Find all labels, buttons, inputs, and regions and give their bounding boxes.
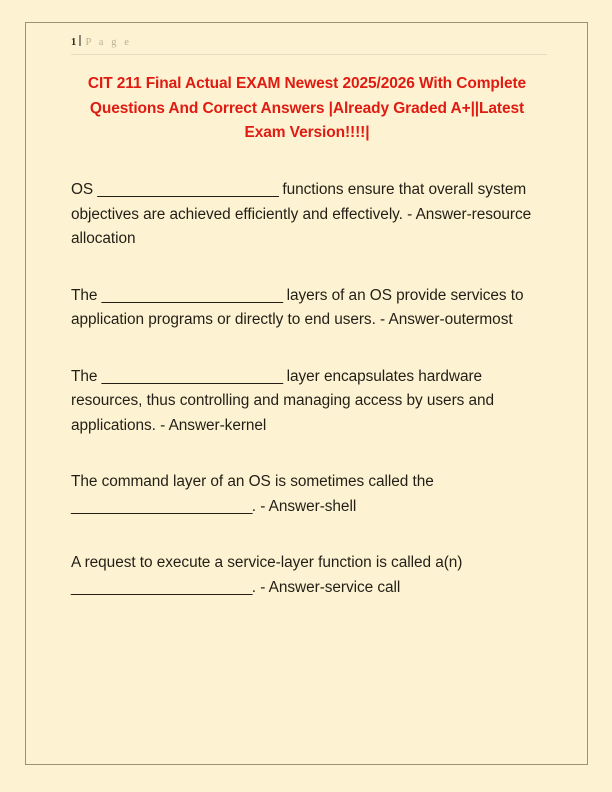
- qa-prompt-before: A request to execute a service-layer function is called a(n): [71, 554, 463, 571]
- header-separator-bar: [79, 35, 81, 46]
- qa-prompt-after: functions ensure that overall system objectives are achieved efficiently and effectively. - Answer-resource allocation: [71, 181, 532, 247]
- qa-item: [71, 178, 551, 252]
- fill-in-blank: _______________________: [101, 367, 283, 385]
- page-border-frame: [25, 22, 588, 765]
- fill-in-blank: _______________________: [71, 578, 252, 596]
- qa-prompt-after: . - Answer-service call: [251, 578, 401, 596]
- page-content: [26, 23, 589, 766]
- header-page-number: 1: [71, 37, 77, 48]
- qa-prompt-before: OS: [71, 181, 98, 198]
- question-answer-list: [71, 178, 551, 600]
- qa-prompt-after: layer encapsulates hardware resources, thus controlling and managing access by users and applications. - Answer-kernel: [71, 367, 495, 434]
- qa-prompt-after: layers of an OS provide services to application programs or directly to end users. - Answer-outermost: [71, 286, 524, 328]
- document-title: CIT 211 Final Actual EXAM Newest 2025/2026 With Complete Questions And Correct Answers |Already Graded A+||Latest Exam Version!!!!|: [87, 75, 527, 141]
- header-page-label: P a g e: [85, 37, 132, 48]
- qa-prompt-after: . - Answer-shell: [251, 497, 357, 515]
- qa-item: [71, 365, 551, 439]
- qa-prompt-before: The command layer of an OS is sometimes called the: [71, 473, 434, 490]
- qa-prompt-before: The: [71, 286, 102, 304]
- qa-item: [71, 470, 551, 519]
- qa-item: [71, 551, 551, 600]
- fill-in-blank: _______________________: [101, 286, 283, 304]
- running-header: [71, 34, 551, 49]
- fill-in-blank: _______________________: [97, 181, 279, 198]
- header-page-indicator: [71, 34, 551, 49]
- header-divider-rule: [71, 54, 547, 55]
- qa-item: [71, 284, 551, 333]
- fill-in-blank: _______________________: [71, 497, 252, 515]
- qa-prompt-before: The: [71, 367, 102, 385]
